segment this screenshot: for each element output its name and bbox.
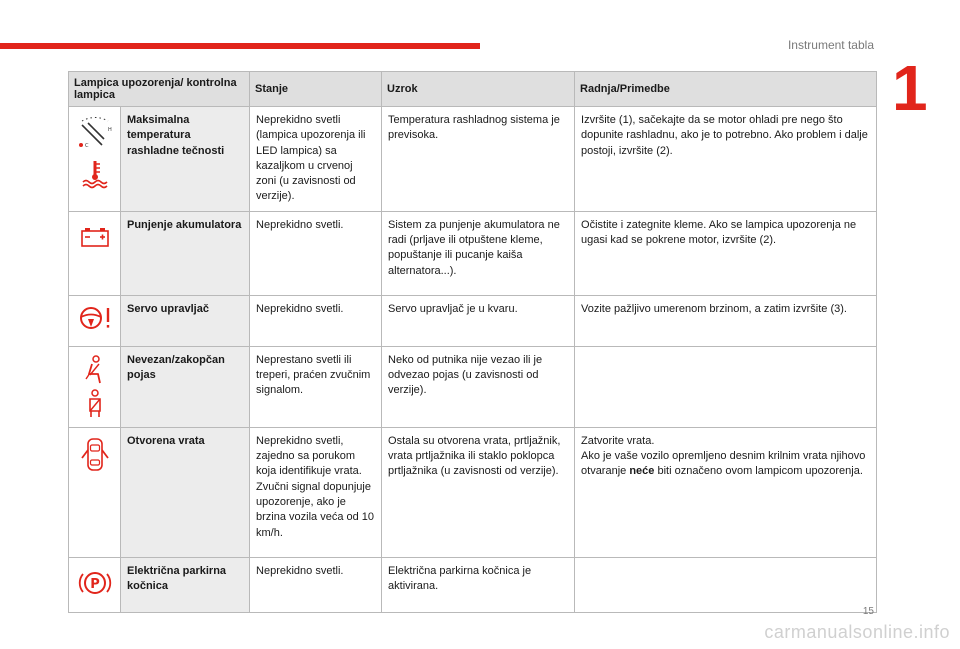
table-row — [69, 427, 877, 557]
lamp-state: Neprekidno svetli. — [250, 211, 382, 295]
open-doors-icon — [80, 436, 110, 474]
lamp-name: Punjenje akumulatora — [121, 211, 250, 295]
lamp-state: Neprekidno svetli. — [250, 295, 382, 346]
lamp-action — [575, 427, 877, 557]
header-cause: Uzrok — [382, 72, 575, 107]
row-icons — [69, 557, 121, 612]
lamp-action: Izvršite (1), sačekajte da se motor ohladi pre nego što dopunite rashladnu, ako je to potrebno. Ako problem i dalje postoji, izvršite (2). — [575, 107, 877, 212]
section-title: Instrument tabla — [787, 38, 874, 52]
header-lamp: Lampica upozorenja/ kontrolna lampica — [69, 72, 250, 107]
coolant-temp-gauge-icon — [74, 113, 116, 155]
row-icons — [69, 346, 121, 427]
action-text-post: biti označeno ovom lampicom upozorenja. — [654, 465, 863, 478]
row-icons — [69, 107, 121, 212]
lamp-cause: Električna parkirna kočnica je aktivirana. — [382, 557, 575, 612]
action-line — [581, 449, 870, 480]
table-row — [69, 295, 877, 346]
header-accent-bar — [0, 43, 480, 49]
svg-text:H: H — [107, 127, 112, 133]
lamp-name: Servo upravljač — [121, 295, 250, 346]
action-text-bold: neće — [629, 465, 655, 478]
lamp-name: Nevezan/zakopčan pojas — [121, 346, 250, 427]
lamp-state: Neprekidno svetli. — [250, 557, 382, 612]
action-text-pre: Ako je vaše vozilo opremljeno desnim krilnim vrata njihovo otvaranje — [581, 450, 866, 478]
lamp-name: Maksimalna temperatura rashladne tečnosti — [121, 107, 250, 212]
lamp-state: Neprestano svetli ili treperi, praćen zvučnim signalom. — [250, 346, 382, 427]
lamp-cause: Ostala su otvorena vrata, prtljažnik, vrata prtljažnika ili staklo poklopca prtljažnika (u zavisnosti od verzije). — [382, 427, 575, 557]
table-row — [69, 346, 877, 427]
lamp-action: Vozite pažljivo umerenom brzinom, a zatim izvršite (3). — [575, 295, 877, 346]
table-row — [69, 107, 877, 212]
chapter-number: 1 — [892, 52, 928, 124]
watermark: carmanualsonline.info — [764, 622, 950, 642]
coolant-temperature-icon — [80, 159, 110, 189]
header-action: Radnja/Primedbe — [575, 72, 877, 107]
action-line: Zatvorite vrata. — [581, 434, 655, 447]
svg-text:P: P — [89, 576, 100, 592]
lamp-action: Očistite i zategnite kleme. Ako se lampica upozorenja ne ugasi kad se pokrene motor, izvršite (2). — [575, 211, 877, 295]
row-icons — [69, 295, 121, 346]
page-number: 15 — [862, 606, 874, 617]
table-row — [69, 557, 877, 612]
table-header-row — [69, 72, 877, 107]
row-icons — [69, 427, 121, 557]
table-row — [69, 211, 877, 295]
lamp-name: Otvorena vrata — [121, 427, 250, 557]
lamp-action — [575, 346, 877, 427]
power-steering-icon — [75, 305, 115, 331]
lamp-cause: Temperatura rashladnog sistema je previsoka. — [382, 107, 575, 212]
seatbelt-rear-icon — [82, 389, 108, 419]
header-state: Stanje — [250, 72, 382, 107]
parking-brake-icon — [78, 568, 112, 598]
battery-icon — [80, 226, 110, 248]
lamp-name: Električna parkirna kočnica — [121, 557, 250, 612]
lamp-state: Neprekidno svetli (lampica upozorenja ili LED lampica) sa kazaljkom u crvenoj zoni (u zavisnosti od verzije). — [250, 107, 382, 212]
lamp-cause: Neko od putnika nije vezao ili je odvezao pojas (u zavisnosti od verzije). — [382, 346, 575, 427]
seatbelt-front-icon — [82, 355, 108, 385]
svg-text:C: C — [84, 143, 88, 149]
lamp-state: Neprekidno svetli, zajedno sa porukom koja identifikuje vrata. Zvučni signal dopunjuje upozorenje, ako je brzina vozila veća od 10 km/h. — [250, 427, 382, 557]
warning-lamps-table — [68, 71, 877, 613]
lamp-cause: Servo upravljač je u kvaru. — [382, 295, 575, 346]
lamp-action — [575, 557, 877, 612]
row-icons — [69, 211, 121, 295]
lamp-cause: Sistem za punjenje akumulatora ne radi (prljave ili otpuštene kleme, popuštanje ili pucanje kaiša alternatora...). — [382, 211, 575, 295]
